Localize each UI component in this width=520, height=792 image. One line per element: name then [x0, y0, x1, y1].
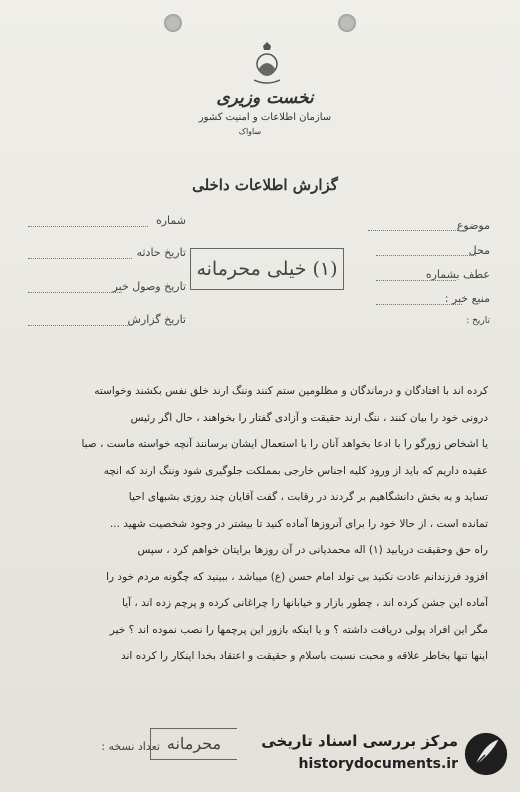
watermark-name: مرکز بررسی اسناد تاریخی — [261, 732, 458, 750]
body-line: مگر این افراد پولی دریافت داشته ؟ و یا اینکه بازور این پرچمها را نصب نموده اند ؟ خیر — [109, 623, 488, 636]
report-body — [22, 378, 488, 670]
punch-hole-left — [164, 14, 182, 32]
body-line: یا اشخاص زورگو را با ادعا بخواهد آنان را با استعمال ایشان برسانند آنچه خواسته ماست ، صبا — [81, 438, 488, 450]
punch-hole-right — [338, 14, 356, 32]
org-name: نخست وزیری — [216, 88, 314, 108]
field-source-line — [376, 304, 462, 305]
field-report-date-label: تاریخ گزارش — [127, 313, 186, 326]
field-receipt-date-label: تاریخ وصول خبر — [112, 280, 186, 293]
lion-and-sun-emblem-icon — [248, 40, 286, 90]
body-line: درونی خود را بیان کنند ، ننگ ارند حقیقت و آزادی گفتار را بخواهند ، حال اگر رئیس — [130, 411, 488, 424]
field-reference-number-label: عطف بشماره — [425, 268, 490, 281]
field-number-line — [28, 226, 148, 227]
quill-circle-logo-icon — [462, 730, 510, 778]
field-location-label: محل — [468, 244, 490, 257]
field-incident-date-label: تاریخ حادثه — [136, 246, 186, 259]
field-date-label: تاریخ : — [466, 316, 490, 326]
org-reference: ساواک — [238, 127, 262, 136]
body-line: آماده این جشن کرده اند ، چطور بازار و خیابانها را چراغانی کرده و پرچم زده اند ، آیا — [122, 597, 488, 609]
field-receipt-date-line — [28, 292, 122, 293]
body-line: تساید و به بخش دانشگاهیم بر گردند در رقابت ، گفت آقایان چند روزی بشبهای احیا — [128, 491, 488, 503]
org-subtitle: سازمان اطلاعات و امنیت کشور — [198, 112, 332, 123]
footer-classification-stamp: محرمانه — [150, 728, 237, 760]
body-line: تمانده است ، از حالا خود را برای آنروزها آماده کنید تا بیشتر در وجود شخصیت شهید ... — [109, 517, 488, 530]
report-title: گزارش اطلاعات داخلی — [192, 176, 338, 194]
body-line: راه حق وحقیقت دریابید (۱) اله محمدیانی در آن روزها برایتان خواهم کرد ، سپس — [137, 544, 488, 556]
field-location-line — [376, 255, 476, 256]
copies-count-label: تعداد نسخه : — [101, 740, 160, 753]
field-number-label: شماره — [155, 214, 186, 227]
field-source-label: منبع خبر : — [444, 292, 490, 305]
field-subject-label: موضوع — [456, 219, 490, 232]
field-reference-number-line — [376, 280, 456, 281]
classification-stamp: (۱) خیلی محرمانه — [190, 248, 344, 290]
body-line: افزود فرزندانم عادت نکنید بی تولد امام حسن (ع) میباشد ، ببینید که چگونه مردم خود را — [106, 570, 488, 583]
field-report-date-line — [28, 325, 132, 326]
watermark-url: historydocuments.ir — [298, 756, 458, 772]
watermark-brand — [244, 728, 512, 784]
field-incident-date-line — [28, 258, 132, 259]
body-line: اینها تنها بخاطر علاقه و محبت نسبت باسلام و حقیقت و اعتقاد بخدا اینکار را کرده اند — [121, 650, 488, 662]
body-line: کرده اند با افتادگان و درماندگان و مظلومین ستم کنند وننگ ارند خلق نفس بکشند وخواسته — [94, 385, 488, 397]
field-subject-line — [368, 230, 460, 231]
body-line: عقیده داریم که باید از ورود کلیه اجناس خارجی بمملکت جلوگیری شود وننگ ارند که انچه — [103, 464, 488, 477]
